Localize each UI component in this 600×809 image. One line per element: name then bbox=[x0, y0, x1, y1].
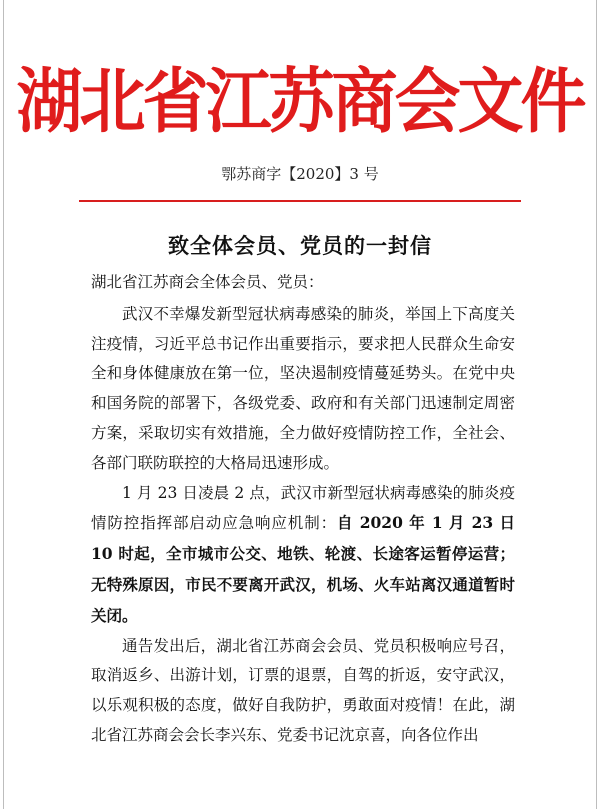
letter-title: 致全体会员、党员的一封信 bbox=[168, 233, 432, 258]
document-number: 鄂苏商字【2020】3 号 bbox=[221, 165, 379, 183]
paragraph-1: 武汉不幸爆发新型冠状病毒感染的肺炎，举国上下高度关注疫情，习近平总书记作出重要指示，要求把人民群众生命安全和身体健康放在第一位，坚决遏制疫情蔓延势头。在党中央和国务院的部署下，各级党委、政府和有关部门迅速制定周密方案，采取切实有效措施，全力做好疫情防控工作，全社会、各部门联防联控的大格局迅速形成。 bbox=[91, 304, 515, 472]
paragraph-2-bold-text: 自 2020 年 1 月 23 日 10 时起，全市城市公交、地铁、轮渡、长途客运暂停运营；无特殊原因，市民不要离开武汉，机场、火车站离汉通道暂时关闭。 bbox=[91, 513, 515, 625]
paragraph-3: 通告发出后，湖北省江苏商会会员、党员积极响应号召，取消返乡、出游计划，订票的退票，自驾的折返，安守武汉，以乐观积极的态度，做好自我防护，勇敢面对疫情！在此，湖北省江苏商会会长李兴东、党委书记沈京喜，向各位作出 bbox=[91, 636, 515, 744]
paragraph-2 bbox=[91, 479, 515, 632]
document-header-title: 湖北省江苏商会文件 bbox=[16, 60, 584, 143]
red-divider-line bbox=[79, 200, 521, 202]
letter-body bbox=[91, 268, 515, 751]
paragraph-2-text: 1 月 23 日凌晨 2 点，武汉市新型冠状病毒感染的肺炎疫情防控指挥部启动应急响应机制： bbox=[91, 483, 515, 533]
salutation: 湖北省江苏商会全体会员、党员： bbox=[91, 273, 324, 291]
